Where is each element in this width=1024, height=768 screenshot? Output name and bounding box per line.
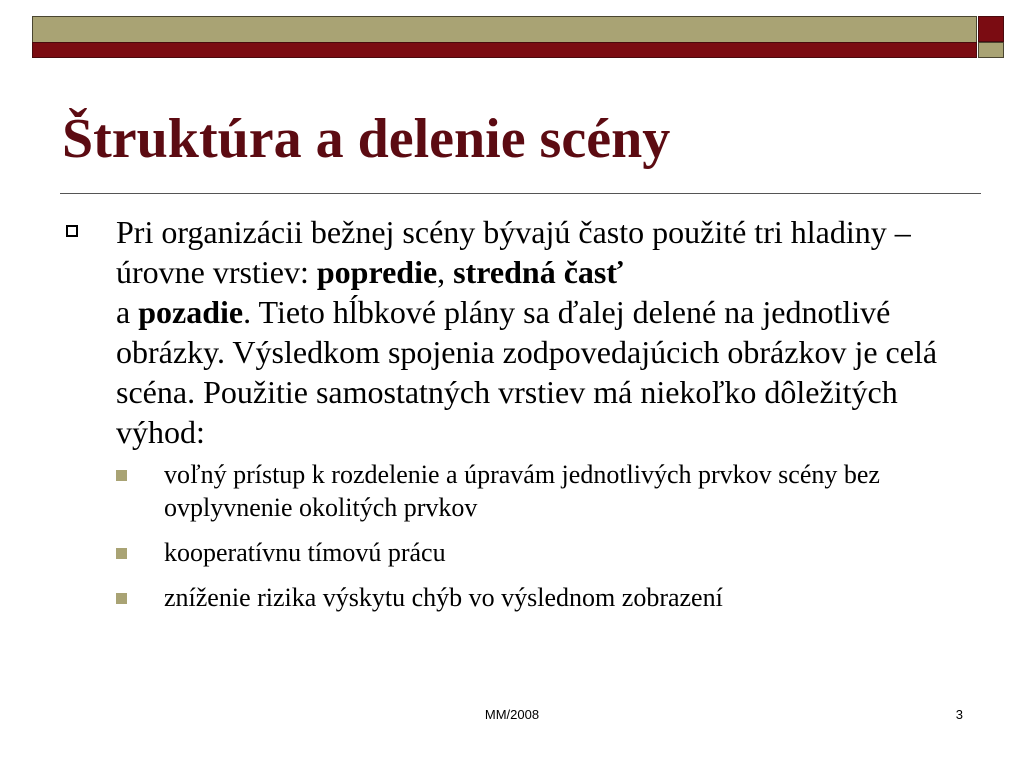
header-bar-olive (32, 16, 977, 42)
sub-bullet-text: zníženie rizika výskytu chýb vo výslednom zobrazení (164, 583, 723, 612)
header-square-red (978, 16, 1004, 42)
sub-bullet-item (116, 458, 974, 524)
main-bullet-text-2: , (437, 254, 454, 290)
hollow-square-bullet-icon (66, 225, 78, 237)
title-divider (60, 193, 981, 194)
sub-bullet-text: kooperatívnu tímovú prácu (164, 538, 446, 567)
slide-content (62, 212, 974, 626)
square-bullet-icon (116, 470, 127, 481)
sub-bullet-item (116, 536, 974, 569)
sub-bullet-list (62, 458, 974, 614)
square-bullet-icon (116, 593, 127, 604)
term-pozadie: pozadie (138, 294, 244, 330)
main-bullet-text-1: Pri organizácii bežnej scény bývajú často použité tri hladiny – úrovne vrstiev: (116, 214, 911, 290)
page-number: 3 (955, 707, 963, 722)
header-bar-red (32, 42, 977, 58)
term-stredna-cast: stredná časť (453, 254, 624, 290)
sub-bullet-text: voľný prístup k rozdelenie a úpravám jednotlivých prvkov scény bez ovplyvnenie okolitých prvkov (164, 460, 880, 522)
main-bullet (62, 212, 974, 452)
footer-text: MM/2008 (484, 707, 540, 722)
main-bullet-text-4: . Tieto hĺbkové plány sa ďalej delené na jednotlivé obrázky. Výsledkom spojenia zodpovedajúcich obrázkov je celá scéna. Použitie samostatných vrstiev má niekoľko dôležitých výhod: (116, 294, 938, 450)
sub-bullet-item (116, 581, 974, 614)
header-square-olive (978, 42, 1004, 58)
slide-title: Štruktúra a delenie scény (62, 108, 671, 170)
main-bullet-text-3: a (116, 294, 139, 330)
term-popredie: popredie (316, 254, 438, 290)
square-bullet-icon (116, 548, 127, 559)
